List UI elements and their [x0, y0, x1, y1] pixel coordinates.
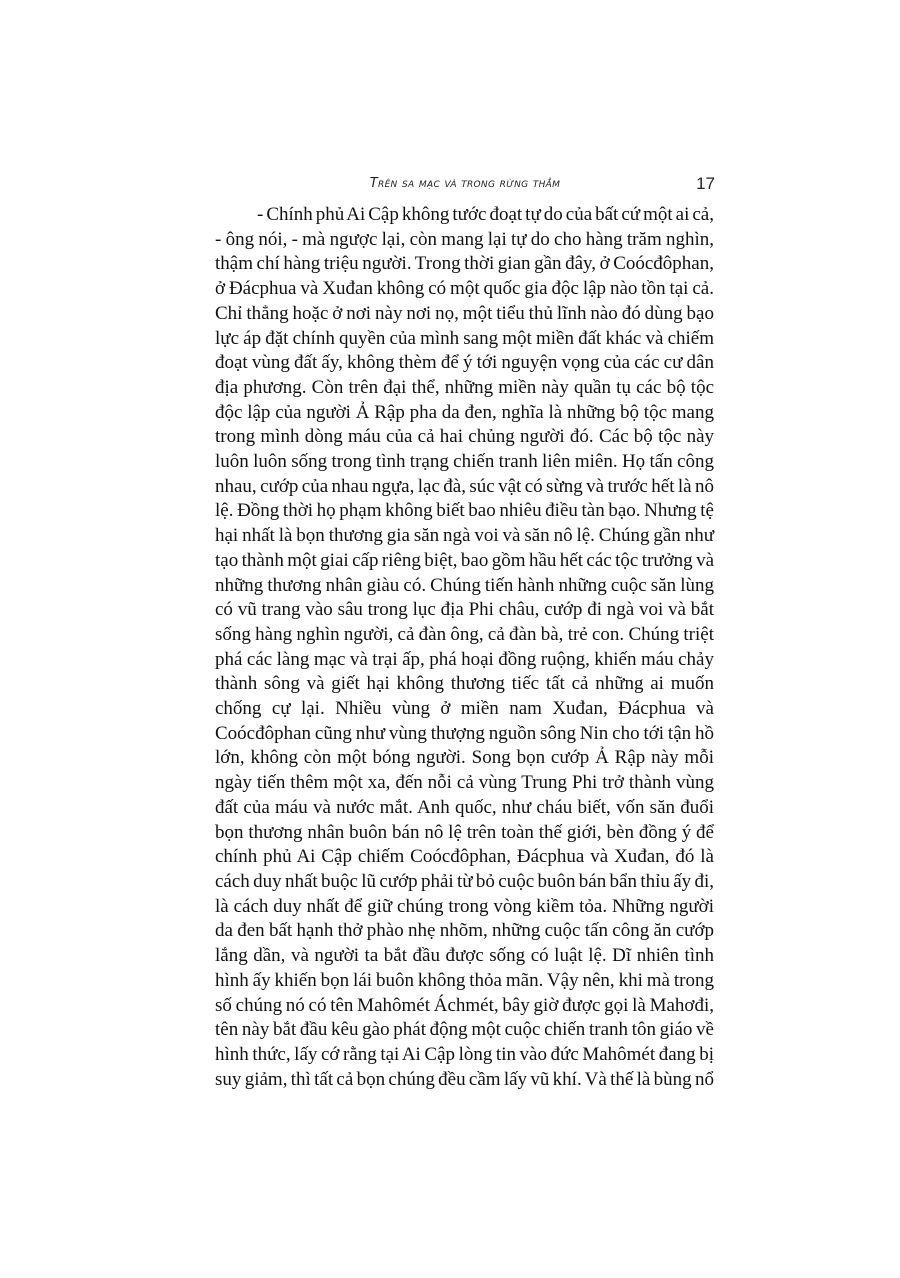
- text-line-content: tạo thành một giai cấp riêng biệt, bao gồm hầu hết các tộc trưởng và: [215, 549, 714, 571]
- text-line: [215, 1043, 715, 1068]
- text-line-content: ngày tiến thêm một xa, đến nỗi cả vùng Trung Phi trở thành vùng: [215, 772, 714, 794]
- text-line-content: độc lập của người Ả Rập pha da đen, nghĩa là những bộ tộc mang: [215, 401, 714, 423]
- text-line: [215, 722, 715, 747]
- text-line: [215, 401, 715, 426]
- body-text: [215, 203, 715, 1092]
- text-line: [215, 228, 715, 253]
- text-line-content: chính phủ Ai Cập chiếm Coócđôphan, Đácphua và Xuđan, đó là: [215, 846, 714, 868]
- text-line-content: luôn luôn sống trong tình trạng chiến tranh liên miên. Họ tấn công: [215, 451, 714, 473]
- text-line: [215, 895, 715, 920]
- text-line-content: hình ấy khiến bọn lái buôn không thỏa mãn. Vậy nên, khi mà trong: [215, 969, 714, 991]
- text-line-content: đoạt vùng đất ấy, không thèm để ý tới nguyện vọng của các cư dân: [215, 352, 714, 374]
- text-line-content: nhau, cướp của nhau ngựa, lạc đà, súc vật có sừng và trước hết là nô: [215, 475, 714, 497]
- text-line: [215, 648, 715, 673]
- text-line: [215, 376, 715, 401]
- text-line-content: những thương nhân giàu có. Chúng tiến hành những cuộc săn lùng: [215, 574, 714, 596]
- running-title: Trên sa mạc và trong rừng thẳm: [369, 176, 561, 191]
- text-line-content: là cách duy nhất để giữ chúng trong vòng kiềm tỏa. Những người: [215, 895, 714, 917]
- text-line: [215, 327, 715, 352]
- page-number: 17: [696, 174, 715, 193]
- text-line: [215, 351, 715, 376]
- text-line: [215, 919, 715, 944]
- text-line: [215, 697, 715, 722]
- text-line-content: hình thức, lấy cớ rằng tại Ai Cập lòng tin vào đức Mahômét đang bị: [215, 1043, 714, 1065]
- text-line-content: có vũ trang vào sâu trong lục địa Phi châu, cướp đi ngà voi và bắt: [215, 599, 714, 621]
- text-line-content: Chỉ thẳng hoặc ở nơi này nơi nọ, một tiểu thủ lĩnh nào đó dùng bạo: [215, 302, 714, 324]
- text-line: [215, 821, 715, 846]
- text-line: [215, 277, 715, 302]
- text-line: [215, 1018, 715, 1043]
- text-line: [215, 845, 715, 870]
- text-line: [215, 203, 715, 228]
- text-line-content: lớn, không còn một bóng người. Song bọn cướp Ả Rập này mỗi: [215, 747, 714, 769]
- text-line: [215, 944, 715, 969]
- text-line-content: đất của máu và nước mắt. Anh quốc, như cháu biết, vốn săn đuổi: [215, 796, 714, 818]
- text-line: [215, 524, 715, 549]
- text-line: [215, 499, 715, 524]
- text-line-content: - ông nói, - mà ngược lại, còn mang lại tự do cho hàng trăm nghìn,: [215, 228, 714, 250]
- text-line: [215, 425, 715, 450]
- text-line: [215, 746, 715, 771]
- running-header: [215, 174, 715, 198]
- text-line-content: da đen bất hạnh thở phào nhẹ nhõm, những cuộc tấn công ăn cướp: [215, 920, 714, 942]
- text-line: [215, 475, 715, 500]
- text-line: [215, 598, 715, 623]
- text-line-content: thậm chí hàng triệu người. Trong thời gian gần đây, ở Coócđôphan,: [215, 253, 714, 275]
- text-line-content: địa phương. Còn trên đại thể, những miền này quần tụ các bộ tộc: [215, 376, 714, 398]
- text-line-content: ở Đácphua và Xuđan không có một quốc gia độc lập nào tồn tại cả.: [215, 278, 714, 300]
- text-line-content: cách duy nhất buộc lũ cướp phải từ bỏ cuộc buôn bán bẩn thỉu ấy đi,: [215, 870, 714, 892]
- text-line-content: lắng dần, và người ta bắt đầu được sống có luật lệ. Dĩ nhiên tình: [215, 945, 714, 967]
- text-line: [215, 672, 715, 697]
- text-line-content: thành sông và giết hại không thương tiếc tất cả những ai muốn: [215, 673, 714, 695]
- text-line-content: suy giảm, thì tất cả bọn chúng đều cầm lấy vũ khí. Và thế là bùng nổ: [215, 1068, 714, 1090]
- text-line-content: lực áp đặt chính quyền của mình sang một miền đất khác và chiếm: [215, 327, 714, 349]
- text-line-content: số chúng nó có tên Mahômét Áchmét, bây giờ được gọi là Mahơđi,: [215, 994, 714, 1016]
- text-line: [215, 623, 715, 648]
- text-line: [215, 450, 715, 475]
- text-line-content: phá các làng mạc và trại ấp, phá hoại đồng ruộng, khiến máu chảy: [215, 648, 714, 670]
- text-line: [215, 796, 715, 821]
- text-line-content: trong mình dòng máu của cả hai chủng người đó. Các bộ tộc này: [215, 426, 714, 448]
- text-line-content: bọn thương nhân buôn bán nô lệ trên toàn thế giới, bèn đồng ý để: [215, 821, 714, 843]
- text-line-content: - Chính phủ Ai Cập không tước đoạt tự do của bất cứ một ai cả,: [257, 204, 714, 225]
- text-line-content: tên này bắt đầu kêu gào phát động một cuộc chiến tranh tôn giáo về: [215, 1019, 714, 1041]
- text-line: [215, 994, 715, 1019]
- text-line: [215, 771, 715, 796]
- text-line-content: sống hàng nghìn người, cả đàn ông, cả đàn bà, trẻ con. Chúng triệt: [215, 623, 714, 645]
- text-line: [215, 1068, 715, 1093]
- text-line-content: chống cự lại. Nhiều vùng ở miền nam Xuđan, Đácphua và: [215, 698, 714, 720]
- text-line: [215, 574, 715, 599]
- text-line-content: hại nhất là bọn thương gia săn ngà voi và săn nô lệ. Chúng gần như: [215, 525, 714, 547]
- text-line: [215, 969, 715, 994]
- text-line: [215, 870, 715, 895]
- text-line-content: Coócđôphan cũng như vùng thượng nguồn sông Nin cho tới tận hồ: [215, 722, 714, 744]
- text-line: [215, 549, 715, 574]
- text-line: [215, 302, 715, 327]
- text-line: [215, 252, 715, 277]
- text-line-content: lệ. Đồng thời họ phạm không biết bao nhiêu điều tàn bạo. Nhưng tệ: [215, 500, 714, 522]
